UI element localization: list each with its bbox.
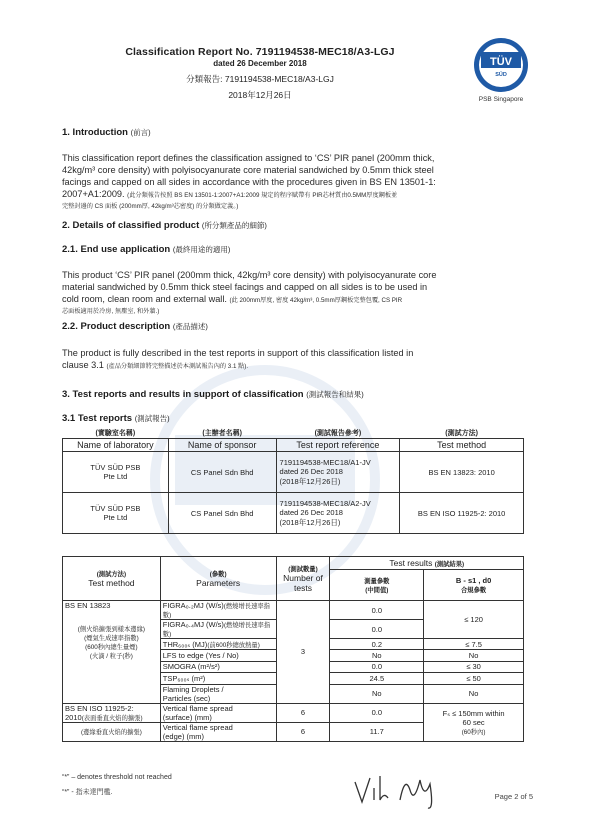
logo-sub-text: SÜD (495, 72, 507, 78)
page-number: Page 2 of 5 (494, 792, 533, 801)
param-cell: TSP₆₀₀ₛ (m²) (160, 673, 276, 684)
ref-cell: 7191194538-MEC18/A2-JV dated 26 Dec 2018 (2018年12月26日) (276, 493, 400, 534)
measured-cell: No (330, 684, 424, 703)
header-number-tests: (測試數量) Number of tests (276, 557, 330, 601)
section-2-2-heading: 2.2. Product description (產品描述) (62, 321, 208, 332)
criteria-cell: ≤ 120 (424, 601, 524, 639)
report-date: dated 26 December 2018 (213, 59, 307, 68)
sponsor-cell: CS Panel Sdn Bhd (168, 493, 276, 534)
logo-caption: PSB Singapore (478, 96, 524, 103)
logo-text: TÜV (490, 56, 512, 68)
section-3-heading: 3. Test reports and results in support of classification (測試報告和結果) (62, 389, 364, 400)
param-cell: LFS to edge (Yes / No) (160, 650, 276, 661)
section-2-1-heading: 2.1. End use application (最終用途的適用) (62, 244, 231, 255)
signature (350, 770, 450, 810)
measured-cell: 0.0 (330, 601, 424, 620)
test-results-table (62, 556, 524, 742)
measured-cell: 0.0 (330, 703, 424, 722)
report-date-cn: 2018年12月26日 (228, 90, 292, 100)
param-cell: Vertical flame spread (surface) (mm) (160, 703, 276, 722)
section-3-1-heading: 3.1 Test reports (測試報告) (62, 413, 170, 424)
sponsor-cell: CS Panel Sdn Bhd (168, 452, 276, 493)
measured-cell: No (330, 650, 424, 661)
section-2-1-body: This product ‘CS’ PIR panel (200mm thick, 42kg/m³ core density) with polyisocyanurate core material sandwiched by 0.5mm thick steel facings and capped on all sides is to be used in cold room, clean room and external wall. (此 200mm厚度, 密度 42kg/m³, 0.5mm厚鋼板完整包覆, CS PIR 芯面板適用於冷房, 無塵室, 和外牆.) (62, 270, 437, 315)
method-bs-en-13823: BS EN 13823 (側火焰擴張到樣本邊緣) (煙氣生成速率指數) (600秒內總生量煙) (火滴 / 粒子(秒) (63, 601, 161, 704)
param-cell: FIGRA₀.₂MJ (W/s)(燃燒增長速率指數) (160, 601, 276, 620)
section-1-body: This classification report defines the classification assigned to ‘CS’ PIR panel (200mm thick, 42kg/m³ core density) with polyisocyanurate core material sandwiched by 0.5mm thick steel facings and capped on all sides in accordance with the procedures given in BS EN 13501-1: 2007+A1:2009. (此分類報告按照 BS EN 13501-1:2007+A1:2009 規定的程序賦帶有 PIR芯材質由0.5MM厚度鋼板並 完整封邊的 CS 面板 (200mm厚, 42kg/m³芯密度) 的分類做定義。) (62, 153, 436, 210)
header-parameters: (參數) Parameters (160, 557, 276, 601)
num-tests-cell: 6 (276, 703, 330, 722)
header-measured: 測量參數 (中間值) (330, 570, 424, 601)
table-row (63, 452, 524, 493)
lab-cell: TÜV SÜD PSB Pte Ltd (63, 493, 169, 534)
param-cell: THR₆₀₀ₛ (MJ)(前600秒總放熱量) (160, 639, 276, 650)
criteria-cell: ≤ 30 (424, 661, 524, 672)
criteria-cell: Fₛ ≤ 150mm within 60 sec (60秒內) (424, 703, 524, 741)
col-header-cn: (測試報告參考) (314, 430, 362, 437)
measured-cell: 24.5 (330, 673, 424, 684)
tuv-sud-logo (472, 36, 530, 94)
param-cell: FIGRA₀.₄MJ (W/s)(燃燒增長速率指數) (160, 620, 276, 639)
footnote-threshold-cn: “*” - 指未達門檻. (62, 789, 113, 796)
param-cell: Vertical flame spread (edge) (mm) (160, 722, 276, 741)
col-header: Test report reference (276, 439, 400, 452)
col-header: Test method (400, 439, 524, 452)
criteria-cell: ≤ 50 (424, 673, 524, 684)
footnote-threshold: “*” – denotes threshold not reached (62, 774, 172, 781)
method-iso-11925: BS EN ISO 11925-2: 2010(表面垂直火焰的擴張) (63, 703, 161, 722)
method-iso-11925-edge: (邊緣垂直火焰的擴張) (63, 722, 161, 741)
criteria-cell: ≤ 7.5 (424, 639, 524, 650)
header-test-results: Test results (測試結果) (330, 557, 524, 570)
col-header: Name of laboratory (63, 439, 169, 452)
section-2-heading: 2. Details of classified product (所分類產品的細節) (62, 220, 267, 231)
report-title-cn: 分類報告: 7191194538-MEC18/A3-LGJ (186, 74, 334, 84)
measured-cell: 0.2 (330, 639, 424, 650)
num-tests-cell: 3 (276, 601, 330, 704)
col-header-cn: (主辦者名稱) (202, 430, 242, 437)
measured-cell: 11.7 (330, 722, 424, 741)
section-2-2-body: The product is fully described in the test reports in support of this classification listed in clause 3.1 (產品分類細節將完整描述於本測試報告內的 3.1 點). (62, 348, 414, 370)
num-tests-cell: 6 (276, 722, 330, 741)
col-header: Name of sponsor (168, 439, 276, 452)
method-cell: BS EN 13823: 2010 (400, 452, 524, 493)
criteria-cell: No (424, 684, 524, 703)
header-classification: B - s1 , d0 合規參數 (424, 570, 524, 601)
measured-cell: 0.0 (330, 661, 424, 672)
method-cell: BS EN ISO 11925-2: 2010 (400, 493, 524, 534)
param-cell: Flaming Droplets / Particles (sec) (160, 684, 276, 703)
param-cell: SMOGRA (m²/s²) (160, 661, 276, 672)
criteria-cell: No (424, 650, 524, 661)
col-header-cn: (測試方法) (445, 430, 478, 437)
report-title: Classification Report No. 7191194538-MEC18/A3-LGJ (125, 46, 395, 58)
lab-cell: TÜV SÜD PSB Pte Ltd (63, 452, 169, 493)
ref-cell: 7191194538-MEC18/A1-JV dated 26 Dec 2018 (2018年12月26日) (276, 452, 400, 493)
table-row (63, 493, 524, 534)
test-reports-table (62, 428, 524, 534)
measured-cell: 0.0 (330, 620, 424, 639)
col-header-cn: (實驗室名稱) (95, 430, 136, 437)
header-test-method: (測試方法) Test method (63, 557, 161, 601)
section-1-heading: 1. Introduction (前言) (62, 127, 151, 138)
